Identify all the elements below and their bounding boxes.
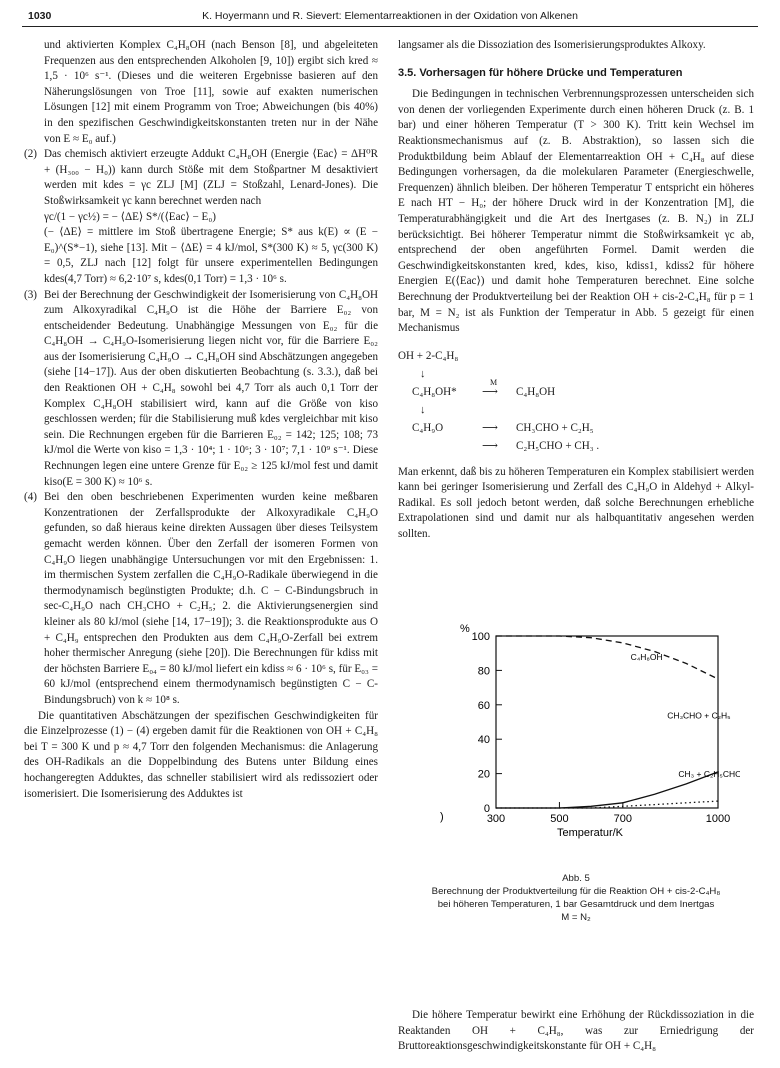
mech-m-label: M bbox=[490, 377, 498, 387]
y-tick-label: 60 bbox=[477, 699, 490, 712]
reaction-mechanism bbox=[398, 347, 754, 455]
paragraph: Die quantitativen Abschätzungen der spezifischen Geschwindigkeiten für die Einzelprozesse (1) − (4) ergeben damit für die Reaktionen von OH + C₄H₈ bei T = 300 K und p ≈ 4,7 Torr den folgenden Mechanismus: die Anlagerung des OH-Radikals an die Doppelbindung des Butens unter Bildung eines hochangeregten Adduktes, das schneller stabilisiert wird als redissoziert oder isomerisiert. Die Isomerisierung des Adduktes ist bbox=[24, 709, 378, 800]
list-item-text: (− ⟨ΔE⟩ = mittlere im Stoß übertragene Energie; S* aus k(E) ∝ (E − E₀)^(S*−1), siehe [13]. Mit − ⟨ΔE⟩ = 4 kJ/mol, S*(300 K) ≈ 5, γc(300 K) = 0,5, ZLJ nach [12] folgt für unsere experimentellen Bedingungen kdes(4,7 Torr) ≈ 6,2·10⁷ s, kdes(0,1 Torr) = 1,3 · 10⁶ s. bbox=[44, 226, 378, 285]
product-distribution-chart bbox=[440, 612, 740, 842]
y-unit-label: % bbox=[460, 623, 470, 635]
list-item-text: Bei der Berechnung der Geschwindigkeit der Isomerisierung von C₄H₈OH zum Alkoxyradikal C₄H₉O ist die Höhe der Barriere E₀₂ von entscheidender Bedeutung. Unabhängige Messungen von E₀₂ für die C₄H₈OH → C₄H₉O-Isomerisierung liegen nicht vor, für die Barriere E₀₂ aus der Isomerisierung C₄H₉O → C₄H₈OH sind Abschätzungen angegeben (siehe [14−17]). Aus der oben diskutierten Beobachtung (s. 3.3.), daß bei den Reaktionen OH + C₄H₈ sowohl bei 4,7 Torr als auch 0,1 Torr der Komplex C₄H₈OH stabilisiert wird, kann auf die Größe von kiso geschlossen werden; für die Stabilisierung muß kdes vergleichbar mit kiso sein. Die Rechnungen ergeben für die Barrieren E₀₂ = 142; 125; 108; 73 kJ/mol die Werte von kiso = 1,3 · 10⁴; 1 · 10⁶; 3 · 10⁷; 7,1 · 10⁹ s⁻¹. Diese Rechnungen legen eine untere Grenze für E₀₂ ≥ 125 kJ/mol fest und damit kiso(E = 300 K) ≈ 10⁶ s. bbox=[44, 288, 378, 488]
figure-5 bbox=[440, 612, 740, 842]
mech-arrow: ⟶ bbox=[482, 439, 498, 452]
stray-mark: ) bbox=[440, 811, 444, 823]
list-number: (4) bbox=[24, 491, 37, 504]
series-label: C₄H₈OH bbox=[630, 652, 663, 663]
y-tick-label: 0 bbox=[483, 803, 490, 815]
plot-frame bbox=[496, 636, 718, 808]
left-column bbox=[24, 38, 378, 802]
paragraph: und aktivierten Komplex C₄H₈OH (nach Benson [8], und abgeleiteten Frequenzen aus den entsprechenden Alkoholen [9, 10]) ergibt sich kred ≈ 1,5 · 10⁶ s⁻¹. (Dieses und die weiteren Ergebnisse basieren auf den Näherungslösungen von Troe [11], sowie auf exakten numerischen Lösungen [12] mit einem Programm von Troe; Abweichungen (bis 40%) in den spezifischen Geschwindigkeitskonstanten treten nur in der Nähe von E ≈ E₀ auf.) bbox=[44, 39, 378, 145]
caption-line: bei höheren Temperaturen, 1 bar Gesamtdruck und dem Inertgas bbox=[437, 899, 715, 910]
paragraph: Die höhere Temperatur bewirkt eine Erhöhung der Rückdissoziation in die Reaktanden OH + C₄H₈, was zur Erniedrigung der Bruttoreaktionsgeschwindigkeitskonstante für OH + C₄H₈ bbox=[398, 1009, 754, 1053]
list-item-4 bbox=[24, 490, 378, 708]
x-tick-label: 500 bbox=[550, 813, 569, 825]
mech-product-2: C₂H₅CHO + CH₃ . bbox=[516, 439, 600, 452]
list-number: (2) bbox=[24, 148, 37, 161]
figure-caption bbox=[396, 872, 756, 924]
mech-stabilized: C₄H₈OH bbox=[516, 385, 556, 398]
x-tick-label: 700 bbox=[613, 813, 633, 825]
y-tick-label: 40 bbox=[477, 734, 490, 747]
paragraph: langsamer als die Dissoziation des Isomerisierungsproduktes Alkoxy. bbox=[398, 39, 706, 51]
mech-product-1: CH₃CHO + C₂H₅ bbox=[516, 421, 594, 434]
caption-line: M = N₂ bbox=[561, 912, 591, 923]
right-column bbox=[398, 38, 754, 543]
y-tick-label: 20 bbox=[477, 768, 490, 781]
x-tick-label: 300 bbox=[486, 813, 506, 825]
running-title: K. Hoyermann und R. Sievert: Elementarreaktionen in der Oxidation von Alkenen bbox=[202, 10, 578, 22]
mech-arrow: ⟶ bbox=[482, 421, 498, 434]
paragraph-tail bbox=[398, 1008, 754, 1055]
mech-arrow: ⟶ bbox=[482, 385, 498, 398]
formula-collision-efficiency: γc/(1 − γc½) = − ⟨ΔE⟩ S*/(⟨Eac⟩ − E₀) bbox=[44, 210, 216, 223]
list-item-text: Bei den oben beschriebenen Experimenten wurden keine meßbaren Konzentrationen der Zerfallsprodukte der Alkoxyradikale C₄H₉O gefunden, so daß hieraus keine direkten Aussagen über dieses Teilsystem gemacht werden können. Über den Zerfall der isomeren Formen von C₄H₉O liegen unabhängige Untersuchungen vor mit den Ergebnissen: 1. im thermischen System zerfallen die C₄H₉O-Radikale überwiegend in die thermodynamisch begünstigten Produkte; d.h. C − C-Bindungsbruch in sec-C₄H₉O nach CH₃CHO + C₂H₅; 2. die Aktivierungsenergien sind kleiner als 80 kJ/mol (siehe [14, 17−19]); 3. die Reaktionsprodukte aus O + C₄H₉ entsprechen den Produkten aus dem C₄H₉O-Zerfall bei extrem hoher thermischer Anregung (siehe [20]). Die Berechnungen für kdiss mit der höchsten Barriere E₀₄ = 80 kJ/mol liefert ein kdiss ≈ 6 · 10⁶ s, für E₀₃ = 60 kJ/mol (entsprechend einem thermodynamisch begünstigten C − C-Bindungsbruch) von k ≈ 10⁸ s. bbox=[44, 491, 378, 706]
mech-adduct: C₄H₈OH* bbox=[412, 385, 457, 398]
list-item-text: Das chemisch aktiviert erzeugte Addukt C₄H₈OH (Energie ⟨Eac⟩ = ΔH⁰R + (H₃₀₀ − H₀)) kann durch Stöße mit dem Stoßpartner M desaktiviert werden mit kdes = γc ZLJ [M] (ZLJ = Stoßzahl, Lenard-Jones). Die Stoßwirksamkeit γc kann berechnet werden nach bbox=[44, 148, 378, 207]
y-tick-label: 100 bbox=[471, 631, 490, 643]
list-item-2 bbox=[24, 147, 378, 287]
caption-label: Abb. 5 bbox=[562, 873, 590, 884]
series-label: CH₃ + C₂H₅CHO bbox=[678, 769, 740, 780]
mech-alkoxy: C₄H₉O bbox=[412, 421, 444, 434]
x-tick-label: 1000 bbox=[705, 813, 731, 825]
caption-line: Berechnung der Produktverteilung für die Reaktion OH + cis-2-C₄H₈ bbox=[431, 886, 721, 897]
x-axis-label: Temperatur/K bbox=[556, 827, 624, 839]
list-item-3 bbox=[24, 288, 378, 491]
mech-reactants: OH + 2-C₄H₈ bbox=[398, 349, 459, 362]
series-label: CH₃CHO + C₂H₅ bbox=[667, 710, 731, 721]
section-heading: 3.5. Vorhersagen für höhere Drücke und Temperaturen bbox=[398, 66, 683, 79]
series-line bbox=[496, 636, 718, 679]
y-tick-label: 80 bbox=[477, 665, 490, 678]
page-number: 1030 bbox=[28, 10, 52, 22]
list-number: (3) bbox=[24, 288, 37, 301]
paragraph: Die Bedingungen in technischen Verbrennungsprozessen unterscheiden sich von denen der vorliegenden Experimente durch einen höheren Druck (z. B. 1 bar) und einer höheren Temperatur (T > 300 K). Tritt kein Wechsel im Reaktionsmechanismus auf (z. B. Abstraktion), so lassen sich die Produktbildung beim Ablauf der Elementarreaktion OH + C₄H₈ auf diese Bedingungen vorhersagen, da die molekularen Parameter (Energieschwelle, Frequenzen) ähnlich bleiben. Der höheren Temperatur T entspricht ein höheres E nach HT − H₀; der höhere Druck wird in der Konzentration [M], die Temperaturabhängigkeit und die Art des Inertgases (z. B. N₂) in ZLJ berücksichtigt. Bei höherer Temperatur nimmt die Stoßwirksamkeit γc ab, entsprechend der oben angeführten Formel. Damit werden die Geschwindigkeitskonstanten kred, kdes, kiso, kdiss1, kdiss2 für höhere Energien E(⟨Eac⟩) und damit hohe Temperaturen berechnet. Eine solche Berechnung der Produktverteilung bei der Reaktion OH + cis-2-C₄H₈ für p = 1 bar, M = N₂ ist als Funktion der Temperatur in Abb. 5 gezeigt für einen Mechanismus bbox=[398, 88, 754, 335]
paragraph: Man erkennt, daß bis zu höheren Temperaturen ein Komplex stabilisiert werden kann bei geringer Isomerisierung und Zerfall des C₄H₉O in Aldehyd + Alkyl-Radikal. Es soll jedoch betont werden, daß solche Berechnungen erhebliche Extrapolationen sind und damit nur als halbquantitativ angesehen werden sollten. bbox=[398, 465, 754, 541]
mech-arrow-down: ↓ bbox=[420, 403, 426, 416]
mech-arrow-down: ↓ bbox=[420, 367, 426, 380]
page-header bbox=[22, 8, 758, 27]
